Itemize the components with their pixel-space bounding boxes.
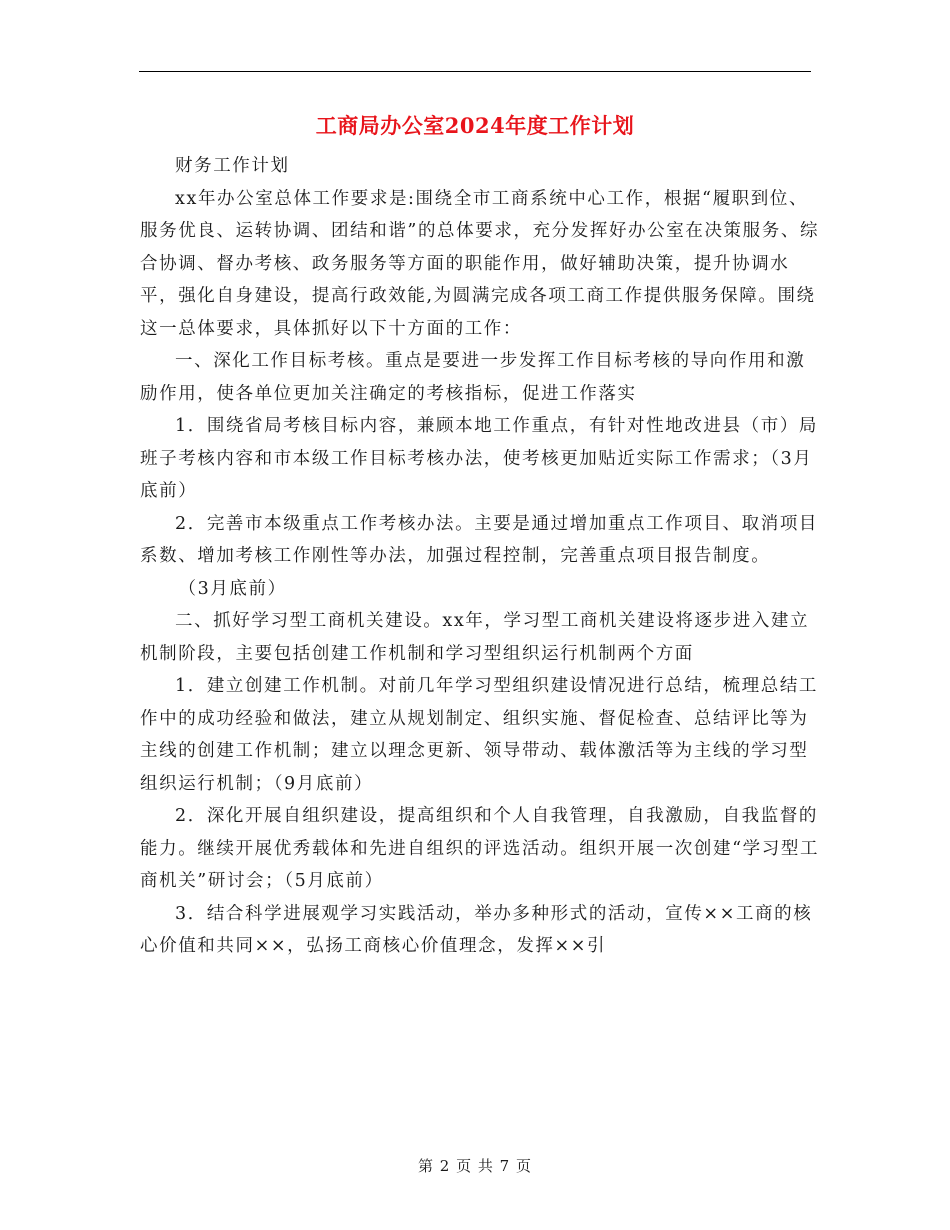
paragraph: 二、抓好学习型工商机关建设。xx年，学习型工商机关建设将逐步进入建立机制阶段，主要包括创建工作机制和学习型组织运行机制两个方面 xyxy=(140,611,810,664)
paragraph: （3月底前） xyxy=(178,578,287,599)
document-body xyxy=(140,150,820,963)
paragraph: xx年办公室总体工作要求是:围绕全市工商系统中心工作，根据“履职到位、服务优良、运转协调、团结和谐”的总体要求，充分发挥好办公室在决策服务、综合协调、督办考核、政务服务等方面的职能作用，做好辅助决策，提升协调水平，强化自身建设，提高行政效能,为圆满完成各项工商工作提供服务保障。围绕这一总体要求，具体抓好以下十方面的工作： xyxy=(140,188,820,339)
header-rule xyxy=(139,71,811,72)
page-number: 第 2 页 共 7 页 xyxy=(418,1157,532,1175)
paragraph: 2．深化开展自组织建设，提高组织和个人自我管理，自我激励，自我监督的能力。继续开展优秀载体和先进自组织的评选活动。组织开展一次创建“学习型工商机关”研讨会；（5月底前） xyxy=(140,806,820,891)
document-title: 工商局办公室2024年度工作计划 xyxy=(315,113,635,138)
paragraph: 1．建立创建工作机制。对前几年学习型组织建设情况进行总结，梳理总结工作中的成功经验和做法，建立从规划制定、组织实施、督促检查、总结评比等为主线的创建工作机制；建立以理念更新、领导带动、载体激活等为主线的学习型组织运行机制；（9月底前） xyxy=(140,676,819,794)
paragraph: 1．围绕省局考核目标内容，兼顾本地工作重点，有针对性地改进县（市）局班子考核内容和市本级工作目标考核办法，使考核更加贴近实际工作需求；（3月底前） xyxy=(140,416,819,501)
paragraph: 3．结合科学进展观学习实践活动，举办多种形式的活动，宣传××工商的核心价值和共同××，弘扬工商核心价值理念，发挥××引 xyxy=(140,903,813,956)
paragraph: 财务工作计划 xyxy=(175,156,290,176)
paragraph: 一、深化工作目标考核。重点是要进一步发挥工作目标考核的导向作用和激励作用，使各单位更加关注确定的考核指标，促进工作落实 xyxy=(140,351,806,404)
paragraph: 2．完善市本级重点工作考核办法。主要是通过增加重点工作项目、取消项目系数、增加考核工作刚性等办法，加强过程控制，完善重点项目报告制度。 xyxy=(140,513,819,566)
